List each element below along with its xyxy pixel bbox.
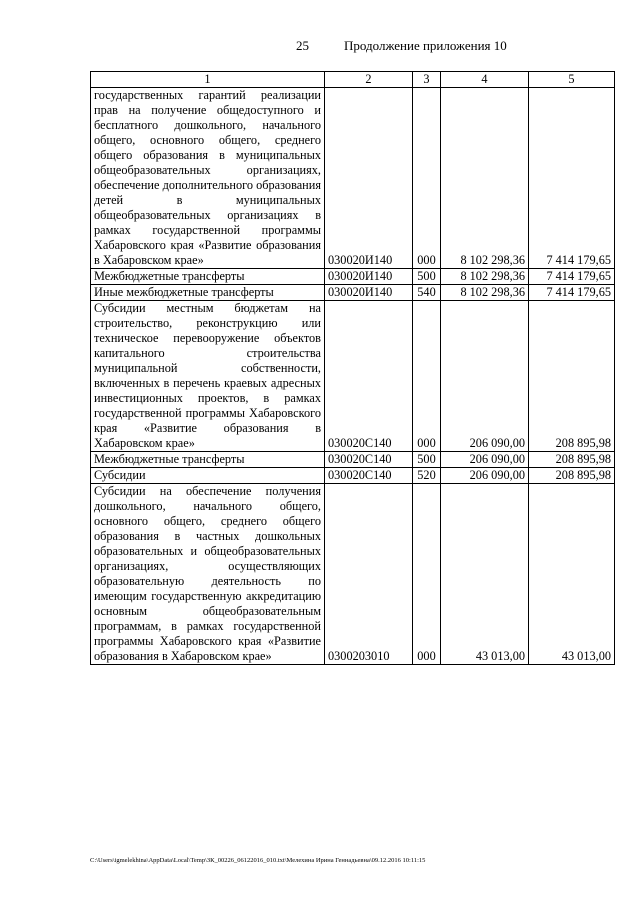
row-sum-2: 208 895,98 bbox=[529, 468, 615, 484]
page-number: 25 bbox=[296, 38, 309, 53]
row-sum-1: 206 090,00 bbox=[441, 452, 529, 468]
row-sum-2: 7 414 179,65 bbox=[529, 269, 615, 285]
row-description: Субсидии на обеспечение получения дошкольного, начального общего, основного общего, среднего общего образования в частных дошкольных образовательных и общеобразовательных организациях, осуществляющих образовательную деятельность по имеющим государственную аккредитацию основным общеобразовательным программам, в рамках государственной программы Хабаровского края «Развитие образования в Хабаровском крае» bbox=[91, 484, 325, 665]
row-expense-type: 500 bbox=[413, 452, 441, 468]
column-header: 3 bbox=[413, 72, 441, 88]
appendix-title: Продолжение приложения 10 bbox=[344, 38, 507, 53]
table-row bbox=[91, 285, 615, 301]
table-row bbox=[91, 301, 615, 452]
budget-table bbox=[90, 71, 615, 665]
column-header: 2 bbox=[325, 72, 413, 88]
file-path-footer: C:\Users\igmelekhina\AppData\Local\Temp\ЗК_00226_06122016_010.txt\Мелехина Ирина Геннадьевна\09.12.2016 10:11:15 bbox=[90, 857, 426, 864]
column-header: 1 bbox=[91, 72, 325, 88]
table-row bbox=[91, 88, 615, 269]
table-row bbox=[91, 452, 615, 468]
row-code: 030020С140 bbox=[325, 301, 413, 452]
row-sum-2: 7 414 179,65 bbox=[529, 88, 615, 269]
table-row bbox=[91, 269, 615, 285]
row-sum-1: 206 090,00 bbox=[441, 468, 529, 484]
table-row bbox=[91, 484, 615, 665]
table-header-row bbox=[91, 72, 615, 88]
row-sum-1: 8 102 298,36 bbox=[441, 269, 529, 285]
row-code: 030020И140 bbox=[325, 285, 413, 301]
row-sum-1: 8 102 298,36 bbox=[441, 285, 529, 301]
row-code: 030020И140 bbox=[325, 269, 413, 285]
row-description: Субсидии местным бюджетам на строительство, реконструкцию или техническое перевооружение объектов капитального строительства муниципальной собственности, включенных в перечень краевых адресных инвестиционных проектов, в рамках государственной программы Хабаровского края «Развитие образования в Хабаровском крае» bbox=[91, 301, 325, 452]
row-description: Межбюджетные трансферты bbox=[91, 269, 325, 285]
row-sum-1: 43 013,00 bbox=[441, 484, 529, 665]
row-sum-1: 206 090,00 bbox=[441, 301, 529, 452]
row-description: Субсидии bbox=[91, 468, 325, 484]
row-expense-type: 540 bbox=[413, 285, 441, 301]
row-sum-2: 208 895,98 bbox=[529, 301, 615, 452]
row-sum-2: 7 414 179,65 bbox=[529, 285, 615, 301]
row-code: 030020С140 bbox=[325, 468, 413, 484]
row-sum-2: 208 895,98 bbox=[529, 452, 615, 468]
row-expense-type: 500 bbox=[413, 269, 441, 285]
row-description: Иные межбюджетные трансферты bbox=[91, 285, 325, 301]
row-expense-type: 000 bbox=[413, 484, 441, 665]
row-sum-2: 43 013,00 bbox=[529, 484, 615, 665]
row-code: 030020С140 bbox=[325, 452, 413, 468]
row-expense-type: 000 bbox=[413, 88, 441, 269]
column-header: 5 bbox=[529, 72, 615, 88]
row-expense-type: 000 bbox=[413, 301, 441, 452]
row-sum-1: 8 102 298,36 bbox=[441, 88, 529, 269]
row-description: Межбюджетные трансферты bbox=[91, 452, 325, 468]
row-code: 030020И140 bbox=[325, 88, 413, 269]
row-expense-type: 520 bbox=[413, 468, 441, 484]
row-code: 0300203010 bbox=[325, 484, 413, 665]
column-header: 4 bbox=[441, 72, 529, 88]
table-row bbox=[91, 468, 615, 484]
row-description: государственных гарантий реализации прав на получение общедоступного и бесплатного дошкольного, начального общего, основного общего, среднего общего образования в муниципальных общеобразовательных организациях, обеспечение дополнительного образования детей в муниципальных общеобразовательных организациях в рамках государственной программы Хабаровского края «Развитие образования в Хабаровском крае» bbox=[91, 88, 325, 269]
